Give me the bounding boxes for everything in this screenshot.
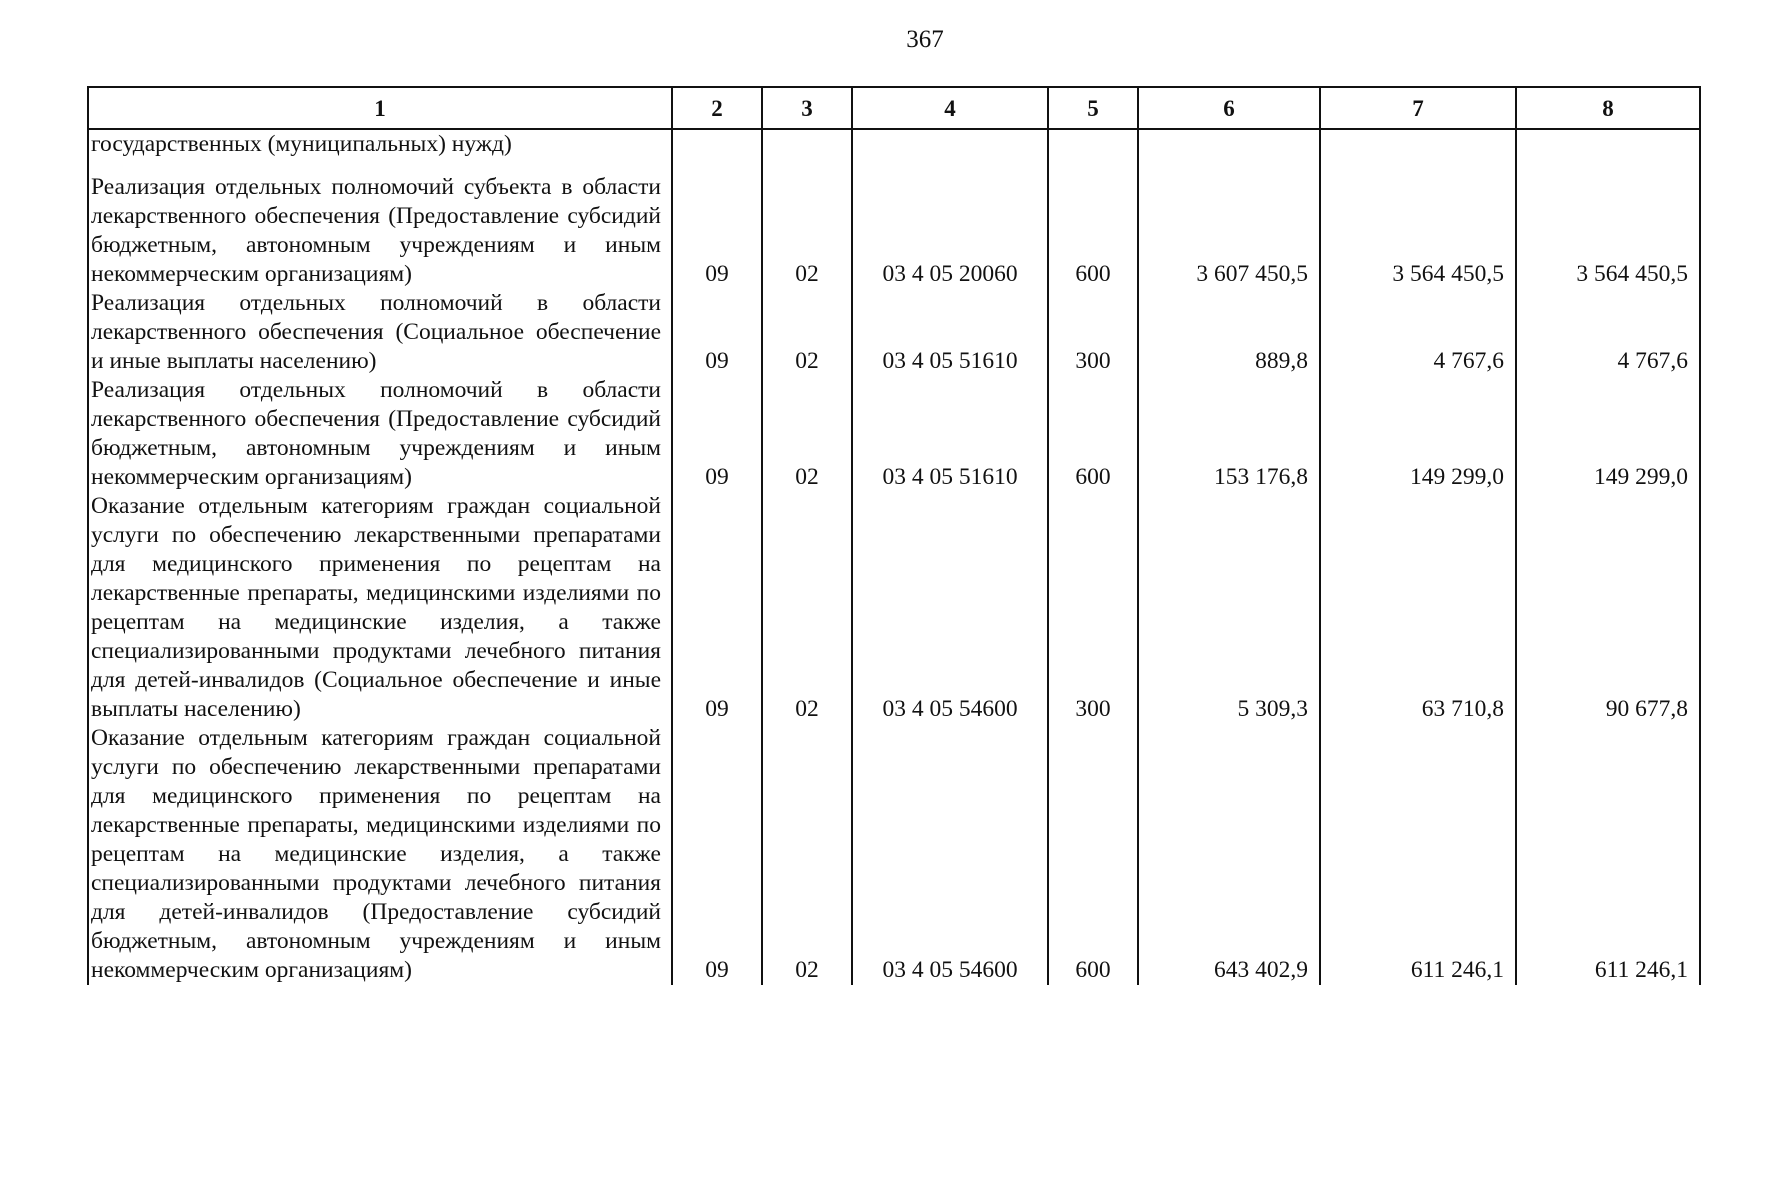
header-col-6: 6	[1138, 87, 1320, 129]
cell-amount-col7: 4 767,6	[1320, 289, 1516, 376]
cell-amount-col6: 3 607 450,5	[1138, 173, 1320, 289]
cell-amount-col6: 643 402,9	[1138, 724, 1320, 985]
table-row	[88, 724, 1700, 985]
cell-target-code: 03 4 05 51610	[852, 376, 1048, 492]
row-description: государственных (муниципальных) нужд)	[88, 129, 672, 173]
cell-expense-type: 600	[1048, 724, 1138, 985]
cell-expense-type: 300	[1048, 289, 1138, 376]
page-number: 367	[906, 26, 944, 53]
cell-target-code: 03 4 05 54600	[852, 724, 1048, 985]
cell-section: 09	[672, 724, 762, 985]
cell-amount-col6: 153 176,8	[1138, 376, 1320, 492]
table-row	[88, 289, 1700, 376]
cell-amount-col8: 611 246,1	[1516, 724, 1700, 985]
table-row	[88, 492, 1700, 724]
row-description: Оказание отдельным категориям граждан социальной услуги по обеспечению лекарственными препаратами для медицинского применения по рецептам на лекарственные препараты, медицинскими изделиями по рецептам на медицинские изделия, а также специализированными продуктами лечебного питания для детей-инвалидов (Социальное обеспечение и иные выплаты населению)	[88, 492, 672, 724]
cell-expense-type: 600	[1048, 376, 1138, 492]
cell-amount-col6: 889,8	[1138, 289, 1320, 376]
header-col-4: 4	[852, 87, 1048, 129]
cell-subsection: 02	[762, 724, 852, 985]
cell-amount-col8: 4 767,6	[1516, 289, 1700, 376]
cell-target-code: 03 4 05 54600	[852, 492, 1048, 724]
cell-amount-col8	[1516, 129, 1700, 173]
budget-table	[87, 86, 1701, 985]
table-row	[88, 129, 1700, 173]
cell-amount-col7	[1320, 129, 1516, 173]
header-col-8: 8	[1516, 87, 1700, 129]
row-description: Реализация отдельных полномочий в области лекарственного обеспечения (Социальное обеспечение и иные выплаты населению)	[88, 289, 672, 376]
cell-amount-col7: 3 564 450,5	[1320, 173, 1516, 289]
header-col-7: 7	[1320, 87, 1516, 129]
cell-expense-type: 600	[1048, 173, 1138, 289]
cell-section: 09	[672, 492, 762, 724]
cell-amount-col8: 149 299,0	[1516, 376, 1700, 492]
cell-amount-col8: 90 677,8	[1516, 492, 1700, 724]
header-col-5: 5	[1048, 87, 1138, 129]
cell-expense-type	[1048, 129, 1138, 173]
header-row	[88, 87, 1700, 129]
cell-section	[672, 129, 762, 173]
cell-expense-type: 300	[1048, 492, 1138, 724]
cell-amount-col8: 3 564 450,5	[1516, 173, 1700, 289]
cell-target-code	[852, 129, 1048, 173]
header-col-2: 2	[672, 87, 762, 129]
cell-target-code: 03 4 05 51610	[852, 289, 1048, 376]
cell-section: 09	[672, 289, 762, 376]
header-col-1: 1	[88, 87, 672, 129]
table-row	[88, 173, 1700, 289]
cell-section: 09	[672, 376, 762, 492]
table-row	[88, 376, 1700, 492]
header-col-3: 3	[762, 87, 852, 129]
row-description: Реализация отдельных полномочий субъекта в области лекарственного обеспечения (Предоставление субсидий бюджетным, автономным учреждениям и иным некоммерческим организациям)	[88, 173, 672, 289]
cell-subsection: 02	[762, 376, 852, 492]
cell-amount-col6: 5 309,3	[1138, 492, 1320, 724]
cell-amount-col7: 611 246,1	[1320, 724, 1516, 985]
cell-amount-col7: 149 299,0	[1320, 376, 1516, 492]
cell-subsection	[762, 129, 852, 173]
cell-amount-col6	[1138, 129, 1320, 173]
row-description: Реализация отдельных полномочий в области лекарственного обеспечения (Предоставление субсидий бюджетным, автономным учреждениям и иным некоммерческим организациям)	[88, 376, 672, 492]
cell-subsection: 02	[762, 173, 852, 289]
cell-amount-col7: 63 710,8	[1320, 492, 1516, 724]
cell-section: 09	[672, 173, 762, 289]
cell-subsection: 02	[762, 289, 852, 376]
cell-target-code: 03 4 05 20060	[852, 173, 1048, 289]
row-description: Оказание отдельным категориям граждан социальной услуги по обеспечению лекарственными препаратами для медицинского применения по рецептам на лекарственные препараты, медицинскими изделиями по рецептам на медицинские изделия, а также специализированными продуктами лечебного питания для детей-инвалидов (Предоставление субсидий бюджетным, автономным учреждениям и иным некоммерческим организациям)	[88, 724, 672, 985]
cell-subsection: 02	[762, 492, 852, 724]
